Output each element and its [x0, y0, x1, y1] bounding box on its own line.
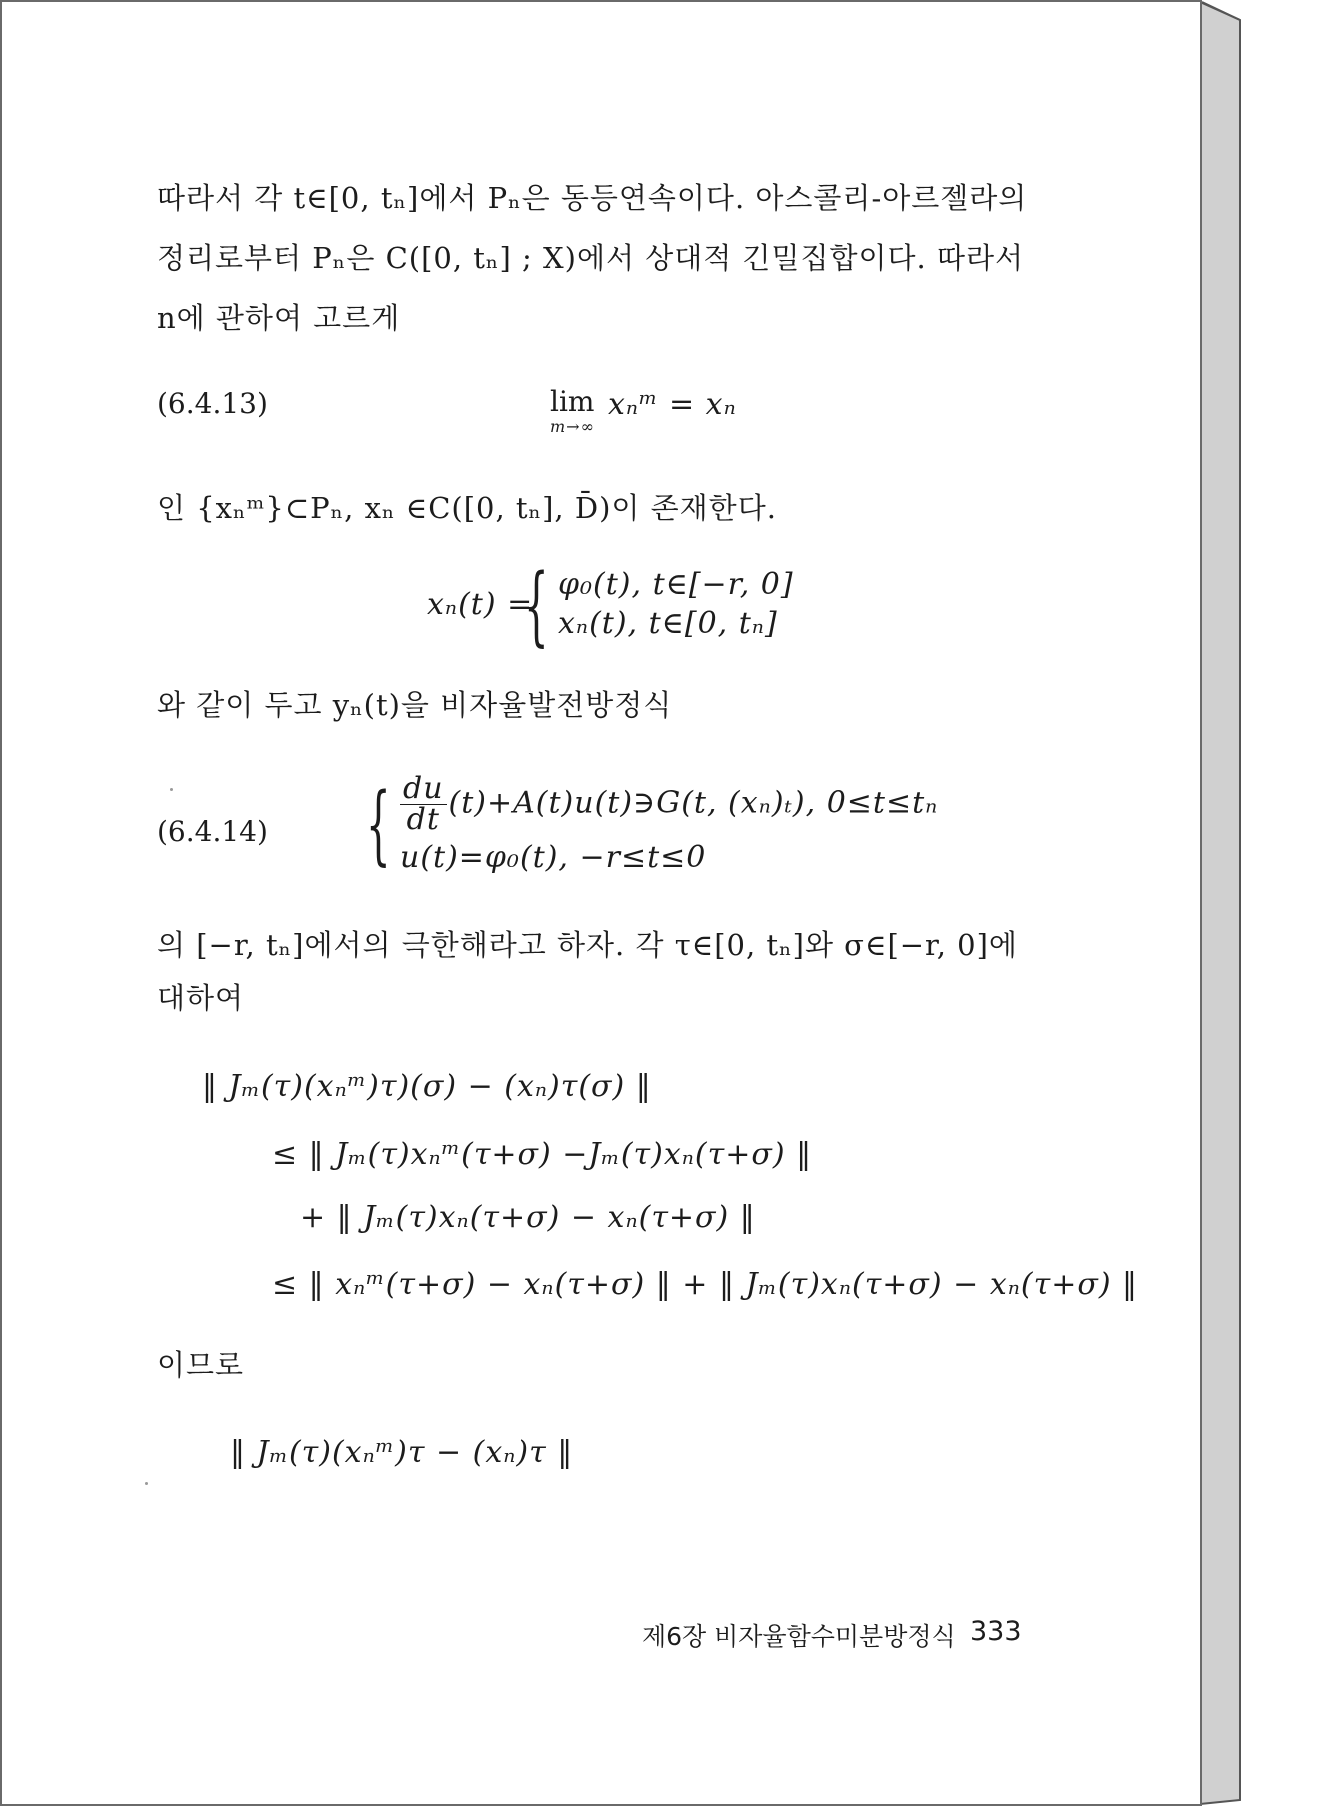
limit-subscript: m→∞ [550, 417, 595, 436]
last-equation: ‖ Jₘ(τ)(xₙᵐ)τ − (xₙ)τ ‖ [230, 1435, 574, 1470]
paragraph-3: 와 같이 두고 yₙ(t)을 비자율발전방정식 [157, 688, 673, 722]
chapter-running-footer: 제6장 비자율함수미분방정식 [642, 1622, 956, 1651]
paragraph-5: 이므로 [157, 1348, 245, 1382]
paragraph-line-2: 정리로부터 Pₙ은 C([0, tₙ] ; X)에서 상대적 긴밀집합이다. 따라서 [157, 241, 1025, 275]
speck [170, 788, 173, 791]
system-line-1: $\frac{du}{dt}$ (t)+A(t)u(t)∋G(t, (xₙ)ₜ), 0≤t≤tₙ [400, 774, 938, 835]
system-line-2: u(t)=φ₀(t), −r≤t≤0 [400, 840, 707, 875]
paragraph-line-3: n에 관하여 고르게 [157, 301, 401, 335]
speck [145, 1482, 148, 1485]
paragraph-4-line-2: 대하여 [157, 981, 245, 1015]
system-brace: { [366, 775, 391, 875]
piecewise-case-2: xₙ(t), t∈[0, tₙ] [558, 606, 778, 641]
inequality-line-4: ≤ ‖ xₙᵐ(τ+σ) − xₙ(τ+σ) ‖ + ‖ Jₘ(τ)xₙ(τ+σ) − xₙ(τ+σ) ‖ [272, 1267, 1139, 1302]
piecewise-lhs: xₙ(t) = [427, 587, 534, 622]
inequality-line-2: ≤ ‖ Jₘ(τ)xₙᵐ(τ+σ) −Jₘ(τ)xₙ(τ+σ) ‖ [272, 1137, 813, 1172]
paragraph-2: 인 {xₙᵐ}⊂Pₙ, xₙ ∈C([0, tₙ], D̄)이 존재한다. [157, 491, 777, 525]
paragraph-4-line-1: 의 [−r, tₙ]에서의 극한해라고 하자. 각 τ∈[0, tₙ]와 σ∈[−r, 0]에 [157, 928, 1018, 962]
left-brace: { [524, 556, 549, 656]
derivative-fraction: $\frac{du}{dt}$ [400, 774, 447, 835]
page-number: 333 [970, 1616, 1022, 1647]
equation-number-6-4-13: (6.4.13) [157, 387, 268, 420]
equation-number-6-4-14: (6.4.14) [157, 815, 268, 848]
inequality-line-3: + ‖ Jₘ(τ)xₙ(τ+σ) − xₙ(τ+σ) ‖ [300, 1200, 756, 1235]
inequality-line-1: ‖ Jₘ(τ)(xₙᵐ)τ)(σ) − (xₙ)τ(σ) ‖ [202, 1069, 652, 1104]
lim-text: lim [550, 385, 595, 418]
paragraph-line-1: 따라서 각 t∈[0, tₙ]에서 Pₙ은 동등연속이다. 아스콜리-아르젤라의 [157, 181, 1028, 215]
limit-body: xₙᵐ = xₙ [608, 387, 737, 422]
limit-operator [550, 385, 594, 418]
piecewise-case-1: φ₀(t), t∈[−r, 0] [558, 567, 794, 602]
